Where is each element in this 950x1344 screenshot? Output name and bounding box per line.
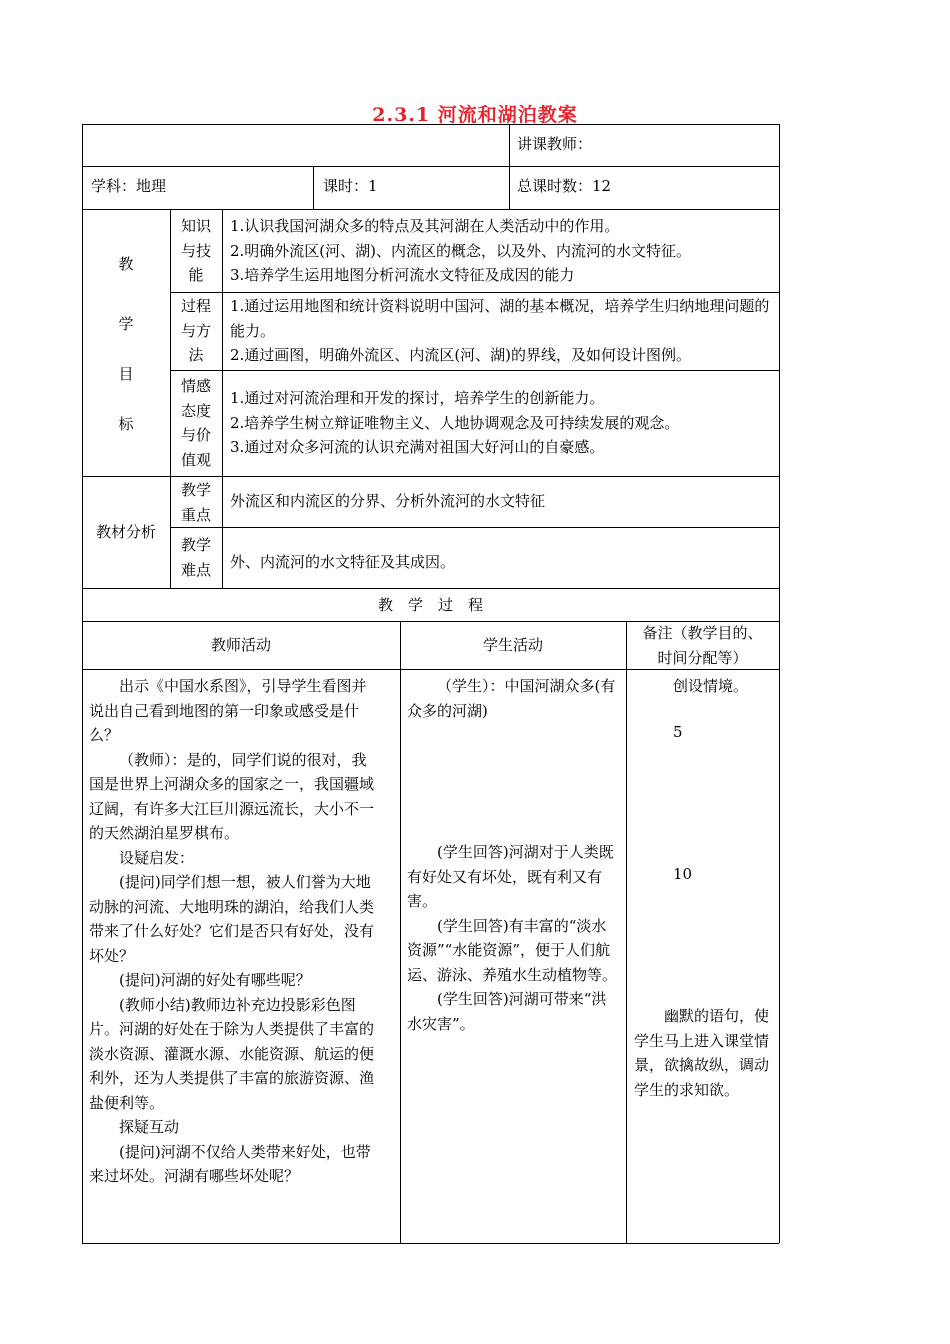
objective-emotion-text (230, 386, 775, 460)
student-activity-header: 学生活动 (482, 636, 543, 654)
analysis-section-label: 教材分析 (95, 523, 156, 541)
analysis-key-points-text: 外流区和内流区的分界、分析外流河的水文特征 (230, 492, 546, 510)
teacher-paragraph: 出示《中国水系图》，引导学生看图并说出自己看到地图的第一印象或感受是什么？ (89, 677, 367, 744)
process-heading: 教 学 过 程 (377, 596, 483, 614)
document-title: 2.3.1 河流和湖泊教案 (372, 104, 578, 126)
notes-header: 备注（教学目的、 时间分配等） (642, 624, 763, 667)
teacher-paragraph: (提问)同学们想一想，被人们誉为大地动脉的河流、大地明珠的湖泊，给我们人类带来了什么好处？它们是否只有好处，没有坏处？ (89, 873, 375, 965)
note-time-1: 5 (673, 723, 683, 741)
student-paragraph: (学生回答)河湖对于人类既有好处又有坏处，既有利又有害。 (407, 843, 614, 910)
objective-label-process: 过程 与方 法 (180, 297, 211, 364)
objective-item: 2.通过画图，明确外流区、内流区(河、湖)的界线，及如何设计图例。 (230, 346, 692, 364)
teacher-activity-content (89, 674, 381, 1189)
note-situation: 创设情境。 (673, 677, 749, 695)
teacher-paragraph: (教师小结)教师边补充边投影彩色图片。河湖的好处在于除为人类提供了丰富的淡水资源、灌溉水源、水能资源、航运的便利外，还为人类提供了丰富的旅游资源、渔盐便利等。 (89, 995, 375, 1112)
total-periods-field: 总课时数：12 (517, 177, 612, 195)
student-paragraph: （学生）：中国河湖众多(有众多的河湖) (407, 677, 616, 720)
analysis-difficulties-text: 外、内流河的水文特征及其成因。 (230, 553, 456, 571)
note-humor: 幽默的语句，使学生马上进入课堂情景，欲擒故纵，调动学生的求知欲。 (634, 1007, 770, 1099)
objective-label-knowledge: 知识 与技 能 (180, 217, 211, 284)
objective-label-emotion: 情感 态度 与价 值观 (180, 377, 211, 469)
objective-item: 3.培养学生运用地图分析河流水文特征及成因的能力 (230, 266, 575, 284)
note-time-2: 10 (673, 865, 693, 883)
subject-field: 学科：地理 (91, 177, 167, 195)
objective-item: 1.通过对河流治理和开发的探讨，培养学生的创新能力。 (230, 389, 605, 407)
objective-item: 1.认识我国河湖众多的特点及其河湖在人类活动中的作用。 (230, 217, 620, 235)
objectives-section-label: 教 学 目 标 (118, 255, 134, 433)
analysis-label-key-points: 教学 重点 (180, 481, 211, 524)
analysis-label-difficulties: 教学 难点 (180, 536, 211, 579)
teacher-paragraph: 设疑启发： (119, 848, 195, 867)
teacher-paragraph: 探疑互动 (119, 1118, 180, 1136)
objective-item: 3.通过对众多河流的认识充满对祖国大好河山的自豪感。 (230, 438, 605, 456)
teacher-paragraph: （教师）：是的，同学们说的很对，我国是世界上河湖众多的国家之一，我国疆域辽阔，有许多大江巨川源远流长，大小不一的天然湖泊星罗棋布。 (89, 750, 375, 842)
objective-process-text (230, 294, 775, 368)
teacher-activity-header: 教师活动 (210, 636, 271, 654)
student-paragraph: (学生回答)河湖可带来“洪水灾害”。 (407, 990, 607, 1033)
teacher-paragraph: (提问)河湖的好处有哪些呢？ (119, 971, 311, 989)
student-paragraph: (学生回答)有丰富的“淡水资源”“水能资源”，便于人们航运、游泳、养殖水生动植物等。 (407, 916, 618, 984)
teacher-paragraph: (提问)河湖不仅给人类带来好处，也带来过坏处。河湖有哪些坏处呢？ (89, 1142, 371, 1185)
objective-item: 2.培养学生树立辩证唯物主义、人地协调观念及可持续发展的观念。 (230, 413, 680, 432)
period-field: 课时：1 (323, 177, 378, 195)
objective-item: 1.通过运用地图和统计资料说明中国河、湖的基本概况，培养学生归纳地理问题的能力。 (230, 297, 770, 340)
objective-item: 2.明确外流区(河、湖)、内流区的概念，以及外、内流河的水文特征。 (230, 241, 692, 260)
objective-knowledge-text (230, 214, 775, 288)
student-activity-content (407, 840, 617, 1036)
teacher-label: 讲课教师： (517, 135, 593, 153)
